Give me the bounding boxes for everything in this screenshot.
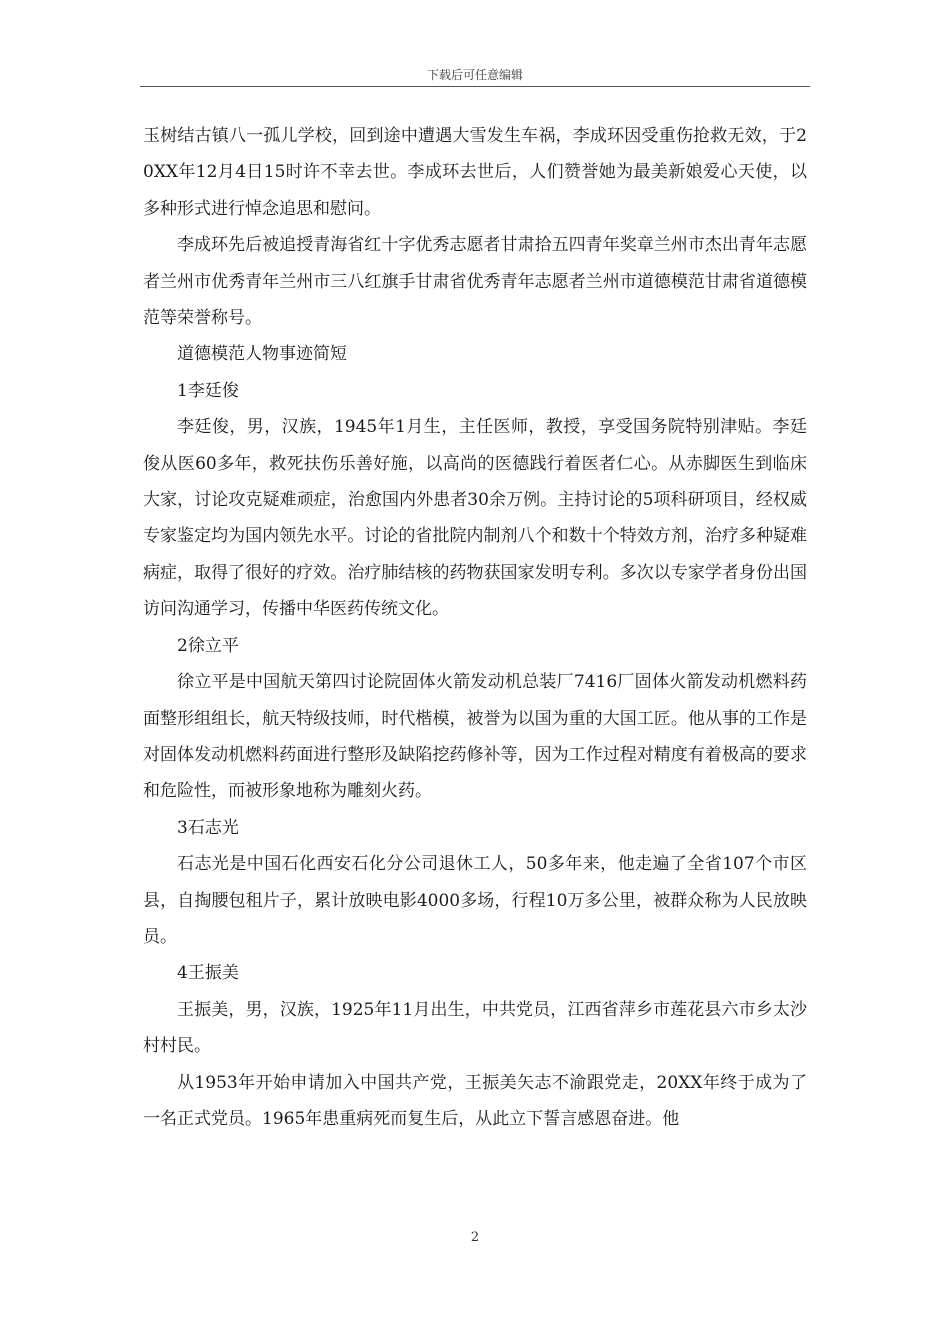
body-paragraph: 王振美，男，汉族，1925年11月出生，中共党员，江西省萍乡市莲花县六市乡太沙村村民。 xyxy=(143,999,807,1057)
person-heading: 4王振美 xyxy=(177,963,239,984)
body-paragraph: 从1953年开始申请加入中国共产党，王振美矢志不渝跟党走，20XX年终于成为了一名正式党员。1965年患重病死而复生后，从此立下誓言感恩奋进。他 xyxy=(143,1072,807,1129)
page-header: 下载后可任意编辑 xyxy=(426,68,523,82)
person-heading: 2徐立平 xyxy=(177,635,239,656)
document-body xyxy=(143,118,807,1137)
body-paragraph: 李成环先后被追授青海省红十字优秀志愿者甘肃拾五四青年奖章兰州市杰出青年志愿者兰州市优秀青年兰州市三八红旗手甘肃省优秀青年志愿者兰州市道德模范甘肃省道德模范等荣誉称号。 xyxy=(143,235,807,329)
person-heading: 1李廷俊 xyxy=(177,380,239,401)
section-title: 道德模范人物事迹简短 xyxy=(177,344,347,365)
body-paragraph: 徐立平是中国航天第四讨论院固体火箭发动机总装厂7416厂固体火箭发动机燃料药面整形组组长，航天特级技师，时代楷模，被誉为以国为重的大国工匠。他从事的工作是对固体发动机燃料药面进行整形及缺陷挖药修补等，因为工作过程对精度有着极高的要求和危险性，而被形象地称为雕刻火药。 xyxy=(143,672,807,802)
body-paragraph: 李廷俊，男，汉族，1945年1月生，主任医师，教授，享受国务院特别津贴。李廷俊从医60多年，救死扶伤乐善好施，以高尚的医德践行着医者仁心。从赤脚医生到临床大家，讨论攻克疑难顽症，治愈国内外患者30余万例。主持讨论的5项科研项目，经权威专家鉴定均为国内领先水平。讨论的省批院内制剂八个和数十个特效方剂，治疗多种疑难病症，取得了很好的疗效。治疗肺结核的药物获国家发明专利。多次以专家学者身份出国访问沟通学习，传播中华医药传统文化。 xyxy=(143,417,807,620)
page-number: 2 xyxy=(470,1230,480,1245)
header-divider xyxy=(140,86,810,87)
body-paragraph: 玉树结古镇八一孤儿学校，回到途中遭遇大雪发生车祸，李成环因受重伤抢救无效，于20XX年12月4日15时许不幸去世。李成环去世后，人们赞誉她为最美新娘爱心天使，以多种形式进行悼念追思和慰问。 xyxy=(143,126,807,219)
body-paragraph: 石志光是中国石化西安石化分公司退休工人，50多年来，他走遍了全省107个市区县，自掏腰包租片子，累计放映电影4000多场，行程10万多公里，被群众称为人民放映员。 xyxy=(143,854,807,947)
person-heading: 3石志光 xyxy=(177,817,239,838)
